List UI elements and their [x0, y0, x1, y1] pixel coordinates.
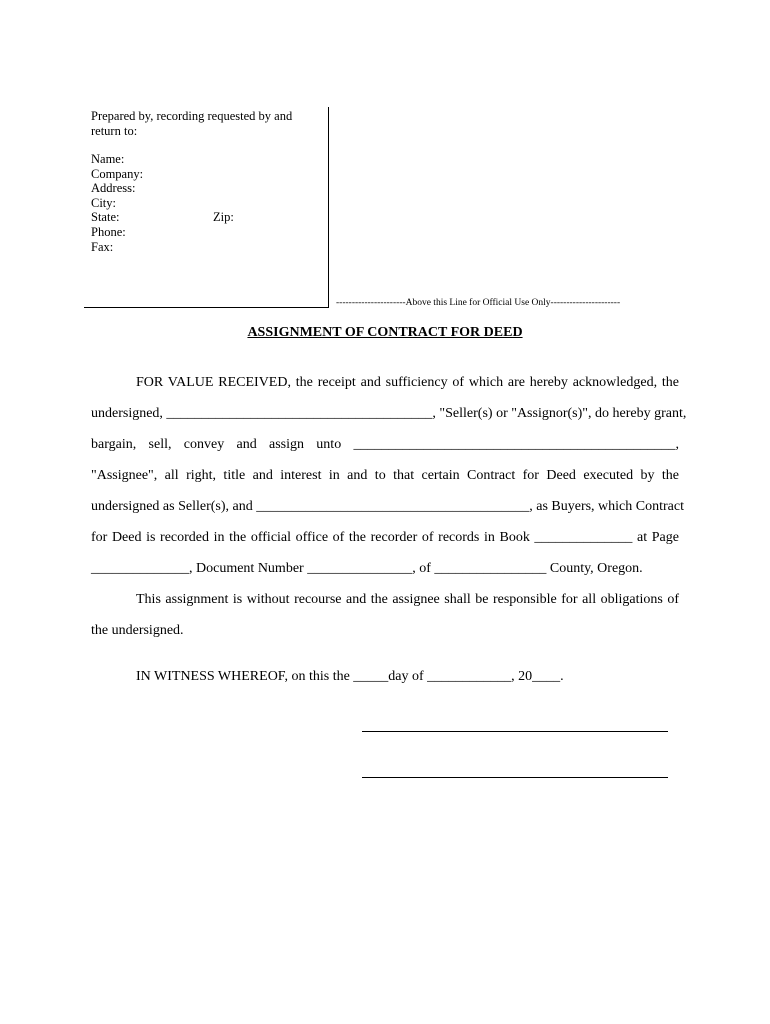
body-line-2: undersigned, ______________________________________, "Seller(s) or "Assignor(s)", do hereby grant, [91, 406, 687, 421]
signature-line-1 [362, 731, 668, 732]
body-line-1: FOR VALUE RECEIVED, the receipt and sufficiency of which are hereby acknowledged, the [136, 375, 679, 390]
body-line-9: the undersigned. [91, 623, 184, 638]
body-line-4: "Assignee", all right, title and interest in and to that certain Contract for Deed executed by the [91, 468, 679, 483]
address-field-label: Address: [91, 181, 136, 196]
signature-line-2 [362, 777, 668, 778]
state-field-label: State: [91, 210, 120, 225]
prepared-by-text: Prepared by, recording requested by and return to: [91, 109, 293, 138]
body-line-3: bargain, sell, convey and assign unto ______________________________________________, [91, 437, 679, 452]
zip-field-label: Zip: [213, 210, 234, 225]
company-field-label: Company: [91, 166, 144, 181]
body-line-8: This assignment is without recourse and the assignee shall be responsible for all obligations of [136, 592, 679, 607]
body-line-5: undersigned as Seller(s), and _______________________________________, as Buyers, which Contract [91, 499, 684, 514]
witness-line: IN WITNESS WHEREOF, on this the _____day of ____________, 20____. [136, 669, 564, 684]
fax-field-label: Fax: [91, 239, 114, 254]
return-address-box [84, 107, 329, 308]
name-field-label: Name: [91, 152, 125, 166]
document-title: ASSIGNMENT OF CONTRACT FOR DEED [247, 325, 523, 340]
state-zip-row [91, 210, 234, 225]
city-field-label: City: [91, 195, 117, 210]
official-use-line: ----------------------Above this Line for Official Use Only---------------------- [336, 298, 621, 308]
body-line-6: for Deed is recorded in the official office of the recorder of records in Book ______________ at Page [91, 530, 679, 545]
phone-field-label: Phone: [91, 224, 126, 239]
return-address-fields [91, 152, 234, 254]
body-line-7: ______________, Document Number _______________, of ________________ County, Oregon. [91, 561, 643, 576]
